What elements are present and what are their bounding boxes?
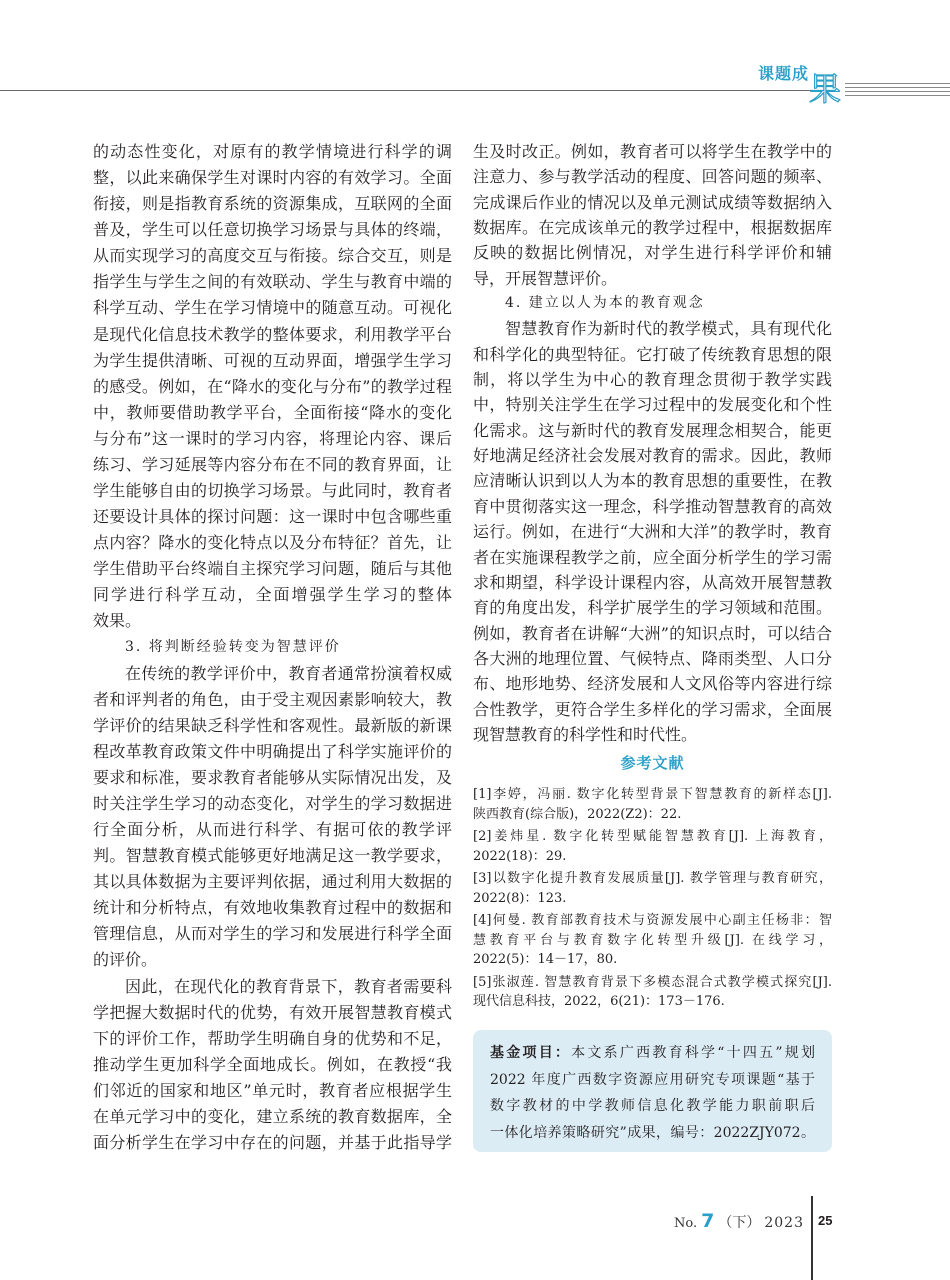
text-line: 生及时改正。例如，教育者可以将学生在教学中的 <box>473 142 832 161</box>
text-line: 练习、学习延展等内容分布在不同的教育界面，让 <box>93 454 452 474</box>
text-line: 中，特别关注学生在学习过程中的发展变化和个性 <box>473 395 832 415</box>
references-list <box>473 785 832 1015</box>
text-line: 其以具体数据为主要评判依据，通过利用大数据的 <box>93 872 452 892</box>
text-line: 现智慧教育的科学性和时代性。 <box>473 724 698 744</box>
text-line: 数据库。在完成该单元的教学过程中，根据数据库 <box>473 218 832 238</box>
text-line: 们邻近的国家和地区”单元时，教育者应根据学生 <box>93 1080 452 1100</box>
text-line: 学把握大数据时代的优势，有效开展智慧教育模式 <box>93 1002 452 1022</box>
decor-line <box>845 95 950 96</box>
reference-line: [2]姜炜星. 数字化转型赋能智慧教育[J]. 上海教育， <box>473 829 832 844</box>
text-line: 制，将以学生为中心的教育理念贯彻于教学实践 <box>473 370 832 390</box>
text-line: 面分析学生在学习中存在的问题，并基于此指导学 <box>93 1132 452 1152</box>
fund-line: 数字教材的中学教师信息化教学能力职前职后 <box>490 1098 815 1115</box>
references-title: 参考文献 <box>620 754 685 772</box>
issue-half: （下） <box>718 1215 761 1231</box>
text-line: 求和期望，科学设计课程内容，从高效开展智慧教 <box>473 572 832 592</box>
text-line: 时关注学生学习的动态变化，对学生的学习数据进 <box>93 793 452 813</box>
header-decor-lines <box>845 83 950 98</box>
text-line: 点内容？降水的变化特点以及分布特征？首先，让 <box>93 533 452 553</box>
text-line: 例如，教育者在讲解“大洲”的知识点时，可以结合 <box>473 623 832 643</box>
decor-line <box>845 83 950 84</box>
text-line: 育中贯彻落实这一理念，科学推动智慧教育的高效 <box>473 496 832 516</box>
text-line: 智慧教育作为新时代的教学模式，具有现代化 <box>505 319 832 339</box>
reference-line: 慧教育平台与教育数字化转型升级[J]. 在线学习， <box>473 932 832 948</box>
text-line: 注意力、参与教学活动的程度、回答问题的频率、 <box>473 167 832 187</box>
reference-line: [5]张淑莲. 智慧教育背景下多模态混合式教学模式探究[J]. <box>473 974 832 990</box>
reference-item <box>473 827 832 866</box>
text-line: 化需求。这与新时代的教育发展理念相契合，能更 <box>473 420 832 440</box>
text-line: 育的角度出发，科学扩展学生的学习领域和范围。 <box>473 598 832 618</box>
text-line: 因此，在现代化的教育背景下，教育者需要科 <box>125 976 452 996</box>
text-line: 要求和标准，要求教育者能够从实际情况出发，及 <box>93 767 452 787</box>
text-line: 科学互动、学生在学习情境中的随意互动。可视化 <box>93 298 452 318</box>
section-glyph: 果 <box>809 70 842 108</box>
paragraph <box>473 139 832 291</box>
section-label: 课题成 <box>758 64 810 83</box>
reference-item <box>473 785 832 824</box>
reference-item <box>473 911 832 970</box>
reference-line: 2022(5)：14－17，80. <box>473 952 618 967</box>
fund-box <box>473 1030 832 1152</box>
text-line: 学评价的结果缺乏科学性和客观性。最新版的新课 <box>93 715 452 735</box>
text-line: 各大洲的地理位置、气候特点、降雨类型、人口分 <box>473 648 832 668</box>
text-line: 学生借助平台终端自主探究学习问题，随后与其他 <box>93 559 452 579</box>
issue-number: 7 <box>701 1210 715 1232</box>
issue-year: 2023 <box>764 1215 804 1231</box>
fund-line <box>490 1040 815 1067</box>
text-line: 指学生与学生之间的有效联动、学生与教育中端的 <box>93 272 452 292</box>
text-line: 导，开展智慧评价。 <box>473 268 618 288</box>
text-line: 在单元学习中的变化，建立系统的教育数据库，全 <box>93 1106 452 1126</box>
decor-line <box>845 91 950 92</box>
page-number: 25 <box>818 1213 833 1228</box>
text-line: 的动态性变化，对原有的教学情境进行科学的调 <box>93 142 452 161</box>
section-heading: 4. 建立以人为本的教育观念 <box>505 295 705 312</box>
text-line: 统计和分析特点，有效地收集教育过程中的数据和 <box>93 898 452 918</box>
reference-item <box>473 973 832 1012</box>
text-line: 的评价。 <box>93 950 158 970</box>
reference-line: 现代信息科技，2022，6(21)：173－176. <box>473 994 725 1009</box>
text-line: 整，以此来确保学生对课时内容的有效学习。全面 <box>93 168 452 188</box>
reference-line: 2022(8)：123. <box>473 890 567 906</box>
text-line: 学生能够自由的切换学习场景。与此同时，教育者 <box>93 481 452 501</box>
fund-text: 本文系广西教育科学“十四五”规划 <box>571 1045 815 1061</box>
text-line: 衔接，则是指教育系统的资源集成，互联网的全面 <box>93 194 452 214</box>
reference-line: 2022(18)：29. <box>473 848 567 864</box>
text-line: 者在实施课程教学之前，应全面分析学生的学习需 <box>473 547 832 567</box>
text-line: 还要设计具体的探讨问题：这一课时中包含哪些重 <box>93 507 452 527</box>
paragraph <box>93 139 452 634</box>
section-heading: 3. 将判断经验转变为智慧评价 <box>125 639 341 656</box>
text-line: 推动学生更加科学全面地成长。例如，在教授“我 <box>93 1054 452 1074</box>
fund-label: 基金项目： <box>490 1045 572 1061</box>
text-line: 布、地形地势、经济发展和人文风俗等内容进行综 <box>473 674 832 694</box>
fund-line: 2022 年度广西数字资源应用研究专项课题“基于 <box>490 1071 815 1088</box>
decor-line <box>845 87 950 88</box>
text-line: 行全面分析，从而进行科学、有据可依的教学评 <box>93 820 452 840</box>
text-line: 普及，学生可以任意切换学习场景与具体的终端， <box>93 220 452 240</box>
text-line: 者和评判者的角色，由于受主观因素影响较大，教 <box>93 689 452 709</box>
text-line: 从而实现学习的高度交互与衔接。综合交互，则是 <box>93 246 452 266</box>
right-column <box>473 139 832 747</box>
text-line: 是现代化信息技术教学的整体要求，利用教学平台 <box>93 324 452 344</box>
text-line: 的感受。例如，在“降水的变化与分布”的教学过程 <box>93 376 452 396</box>
reference-line: 陕西教育(综合版)，2022(Z2)：22. <box>473 806 682 822</box>
text-line: 与分布”这一课时的学习内容，将理论内容、课后 <box>93 428 452 448</box>
reference-line: [3]以数字化提升教育发展质量[J]. 教学管理与教育研究， <box>473 871 832 886</box>
reference-line: [4]何曼. 教育部教育技术与资源发展中心副主任杨非：智 <box>473 913 832 928</box>
text-line: 运行。例如，在进行“大洲和大洋”的教学时，教育 <box>473 522 832 542</box>
text-line: 好地满足经济社会发展对教育的需求。因此，教师 <box>473 446 832 466</box>
text-line: 管理信息，从而对学生的学习和发展进行科学全面 <box>93 924 452 944</box>
text-line: 应清晰认识到以人为本的教育思想的重要性，在教 <box>473 471 832 491</box>
issue-prefix: No. <box>674 1216 698 1231</box>
text-line: 下的评价工作，帮助学生明确自身的优势和不足， <box>93 1028 452 1048</box>
text-line: 和科学化的典型特征。它打破了传统教育思想的限 <box>473 344 832 364</box>
footer-rule <box>811 1196 813 1280</box>
text-line: 合性教学，更符合学生多样化的学习需求，全面展 <box>473 699 832 719</box>
text-line: 中，教师要借助教学平台，全面衔接“降水的变化 <box>93 402 452 422</box>
header-rule <box>0 90 814 91</box>
reference-item <box>473 869 832 908</box>
text-line: 同学进行科学互动，全面增强学生学习的整体 <box>93 585 452 605</box>
left-column <box>93 139 452 1156</box>
text-line: 反映的数据比例情况，对学生进行科学评价和辅 <box>473 243 832 263</box>
paragraph <box>93 661 452 974</box>
paragraph <box>93 974 452 1157</box>
text-line: 判。智慧教育模式能够更好地满足这一教学要求， <box>93 846 452 866</box>
issue-info <box>674 1210 804 1232</box>
text-line: 程改革教育政策文件中明确提出了科学实施评价的 <box>93 741 452 761</box>
fund-line: 一体化培养策略研究”成果，编号：2022ZJY072。 <box>490 1125 815 1142</box>
paragraph <box>473 316 832 747</box>
text-line: 为学生提供清晰、可视的互动界面，增强学生学习 <box>93 350 452 370</box>
text-line: 在传统的教学评价中，教育者通常扮演着权威 <box>125 663 452 683</box>
text-line: 效果。 <box>93 611 142 631</box>
reference-line: [1]李婷，冯丽. 数字化转型背景下智慧教育的新样态[J]. <box>473 787 832 802</box>
text-line: 完成课后作业的情况以及单元测试成绩等数据纳入 <box>473 192 832 212</box>
